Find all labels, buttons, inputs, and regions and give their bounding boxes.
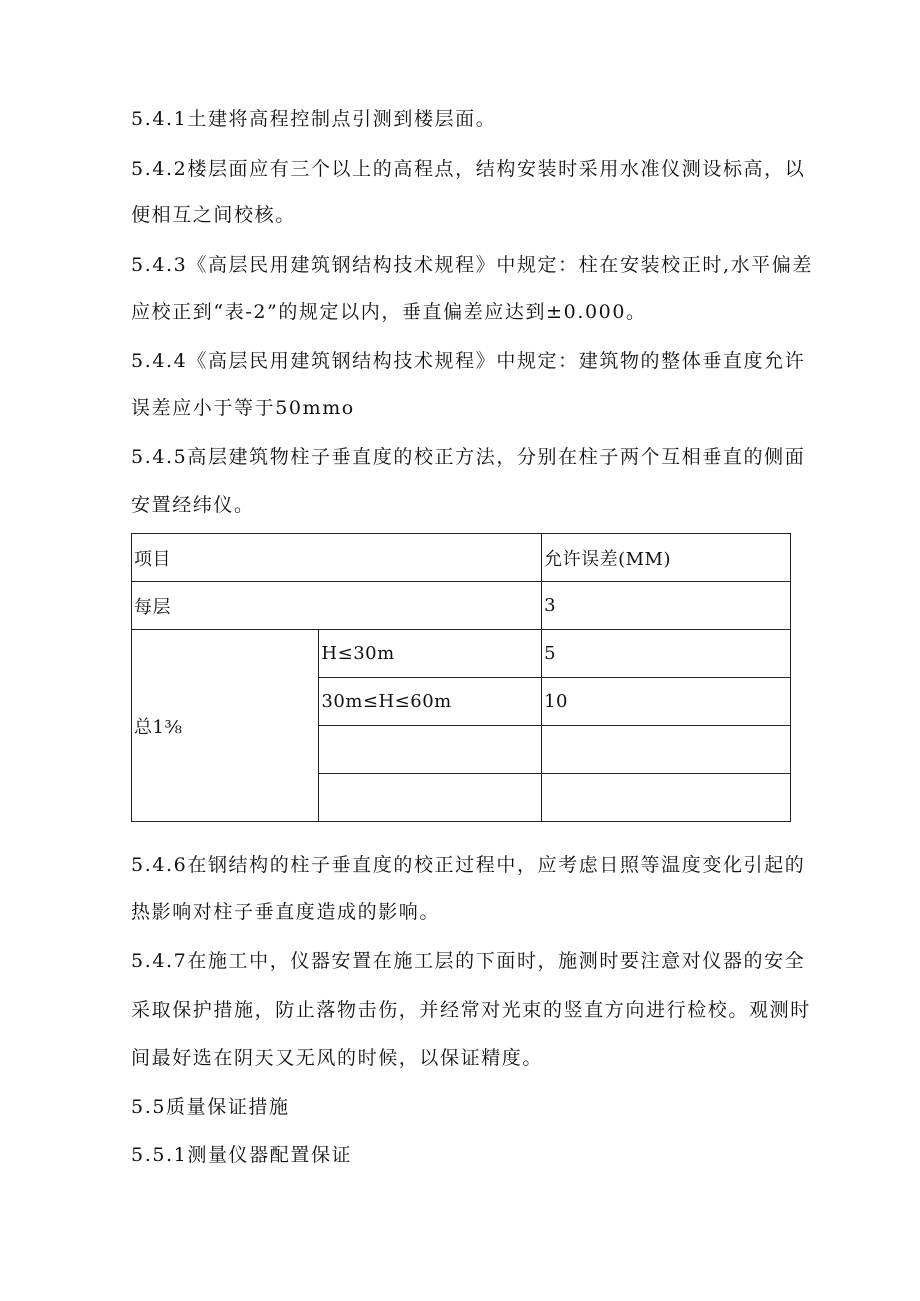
- tolerance-table: [131, 533, 791, 822]
- header-tolerance-cell: 允许误差(MM): [542, 534, 791, 582]
- section-5-5-heading: 5.5质量保证措施: [131, 1096, 290, 1118]
- paragraph-5-4-4-line-2: 误差应小于等于50mmo: [131, 397, 355, 419]
- paragraph-5-4-2-line-1: 5.4.2楼层面应有三个以上的高程点，结构安装时采用水准仪测设标高，以: [131, 158, 806, 180]
- total-condition-cell: H≤30m: [319, 630, 542, 678]
- table-row-per-floor: [132, 582, 791, 630]
- paragraph-5-4-7-line-1: 5.4.7在施工中，仪器安置在施工层的下面时，施测时要注意对仪器的安全: [131, 950, 806, 972]
- total-label-cell: 总1⅜: [132, 630, 319, 822]
- total-condition-cell: [319, 726, 542, 774]
- table-header-row: [132, 534, 791, 582]
- header-item-cell: 项目: [132, 534, 542, 582]
- table-row-total-1: [132, 630, 791, 678]
- total-value-cell: [542, 726, 791, 774]
- section-5-5-1-heading: 5.5.1测量仪器配置保证: [131, 1144, 353, 1166]
- paragraph-5-4-6-line-2: 热影响对柱子垂直度造成的影响。: [131, 901, 441, 923]
- total-value-cell: 5: [542, 630, 791, 678]
- paragraph-5-4-7-line-2: 采取保护措施，防止落物击伤，并经常对光束的竖直方向进行检校。观测时: [131, 999, 811, 1021]
- per-floor-label-cell: 每层: [132, 582, 542, 630]
- paragraph-5-4-3-line-1: 5.4.3《高层民用建筑钢结构技术规程》中规定：柱在安装校正时,水平偏差: [131, 254, 813, 276]
- per-floor-value-cell: 3: [542, 582, 791, 630]
- total-condition-cell: 30m≤H≤60m: [319, 678, 542, 726]
- paragraph-5-4-7-line-3: 间最好选在阴天又无风的时候，以保证精度。: [131, 1047, 544, 1069]
- total-value-cell: [542, 774, 791, 822]
- paragraph-5-4-1: 5.4.1土建将高程控制点引测到楼层面。: [131, 108, 497, 130]
- paragraph-5-4-2-line-2: 便相互之间校核。: [131, 204, 296, 226]
- paragraph-5-4-5-line-1: 5.4.5高层建筑物柱子垂直度的校正方法，分别在柱子两个互相垂直的侧面: [131, 446, 806, 468]
- paragraph-5-4-6-line-1: 5.4.6在钢结构的柱子垂直度的校正过程中，应考虑日照等温度变化引起的: [131, 854, 806, 876]
- paragraph-5-4-5-line-2: 安置经纬仪。: [131, 494, 255, 516]
- total-condition-cell: [319, 774, 542, 822]
- paragraph-5-4-4-line-1: 5.4.4《高层民用建筑钢结构技术规程》中规定：建筑物的整体垂直度允许: [131, 350, 806, 372]
- paragraph-5-4-3-line-2: 应校正到“表-2”的规定以内，垂直偏差应达到±0.000。: [131, 301, 647, 323]
- total-value-cell: 10: [542, 678, 791, 726]
